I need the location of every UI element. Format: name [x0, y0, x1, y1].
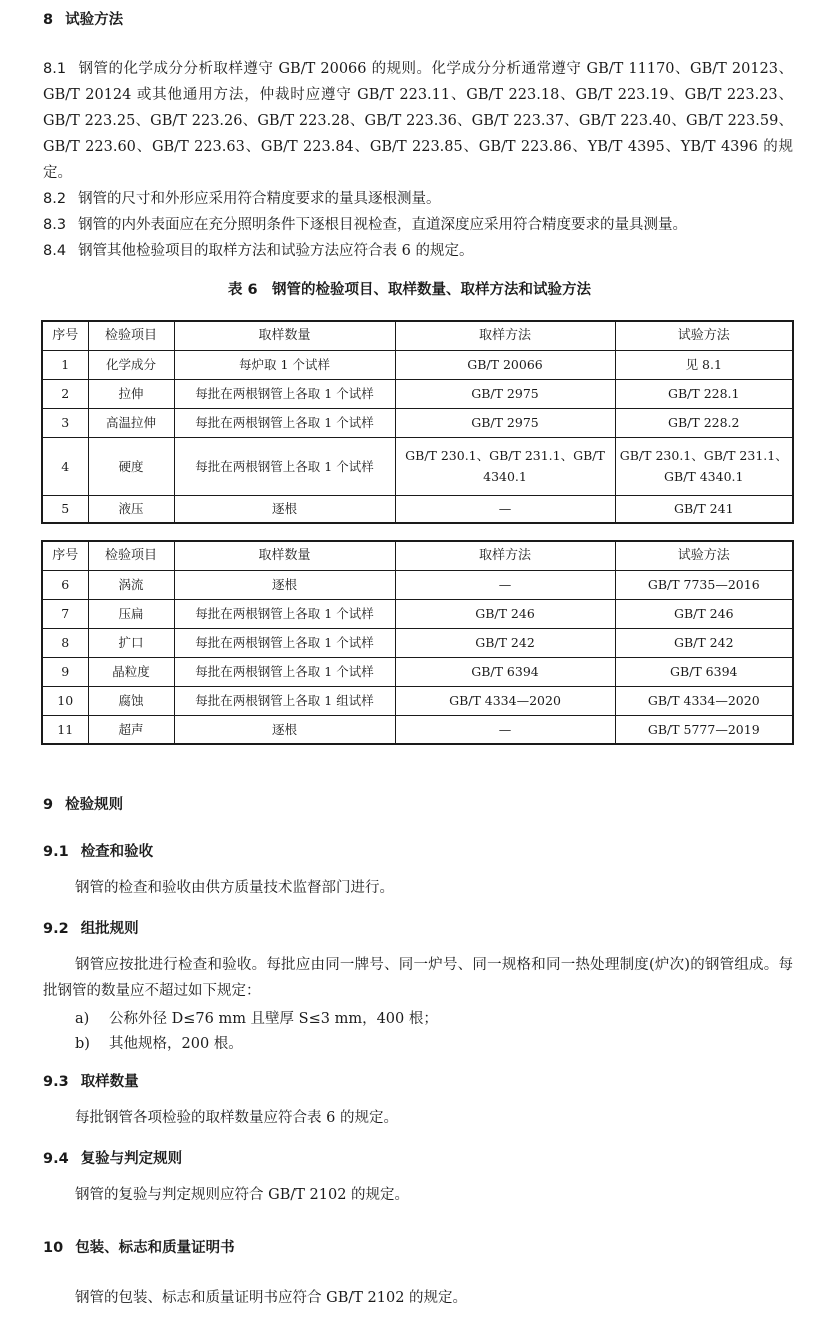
- subsection-title: 取样数量: [80, 1074, 139, 1090]
- table-cell: GB/T 242: [615, 628, 793, 657]
- subsection-9-4-heading: [43, 1147, 182, 1168]
- table-row: [42, 657, 793, 686]
- clause-number: 8.2: [43, 191, 67, 207]
- table-cell: 晶粒度: [88, 657, 174, 686]
- table-cell: 每批在两根钢管上各取 1 个试样: [174, 437, 395, 495]
- clause-number: 8.1: [43, 61, 67, 77]
- table-cell: GB/T 6394: [615, 657, 793, 686]
- table-cell: 每批在两根钢管上各取 1 个试样: [174, 408, 395, 437]
- table-cell: GB/T 230.1、GB/T 231.1、GB/T 4340.1: [615, 437, 793, 495]
- table-cell: 压扁: [88, 599, 174, 628]
- table-cell: GB/T 2975: [395, 408, 615, 437]
- table-cell: 每批在两根钢管上各取 1 个试样: [174, 628, 395, 657]
- clause-text: 钢管的内外表面应在充分照明条件下逐根目视检查，直道深度应采用符合精度要求的量具测量。: [78, 217, 688, 233]
- clause-number: 8.4: [43, 243, 67, 259]
- table-row: [42, 350, 793, 379]
- header-cell: 取样数量: [174, 321, 395, 350]
- clause-text: 钢管的化学成分分析取样遵守 GB/T 20066 的规则。化学成分分析通常遵守 GB/T 11170、GB/T 20123、GB/T 20124 或其他通用方法，仲裁时应遵守 GB/T 223.11、GB/T 223.18、GB/T 223.19、GB/T 223.23、GB/T 223.25、GB/T 223.26、GB/T 223.28、GB/T 223.36、GB/T 223.37、GB/T 223.40、GB/T 223.59、GB/T 223.60、GB/T 223.63、GB/T 223.84、GB/T 223.85、GB/T 223.86、YB/T 4395、YB/T 4396 的规定。: [43, 61, 793, 181]
- header-cell: 取样方法: [395, 321, 615, 350]
- table-cell: 3: [42, 408, 88, 437]
- section-number: 8: [43, 12, 54, 28]
- section-title: 试验方法: [65, 12, 124, 28]
- list-text: 公称外径 D≤76 mm 且壁厚 S≤3 mm，400 根；: [109, 1011, 438, 1027]
- subsection-9-2-heading: [43, 917, 139, 938]
- table-cell: 液压: [88, 495, 174, 523]
- list-marker: b): [75, 1036, 90, 1052]
- table-cell: GB/T 228.1: [615, 379, 793, 408]
- table-cell: 腐蚀: [88, 686, 174, 715]
- table-row: [42, 570, 793, 599]
- table-cell: 扩口: [88, 628, 174, 657]
- table-cell: 每批在两根钢管上各取 1 个试样: [174, 657, 395, 686]
- table-cell: GB/T 228.2: [615, 408, 793, 437]
- table-cell: 6: [42, 570, 88, 599]
- table-cell: 9: [42, 657, 88, 686]
- section-number: 9: [43, 797, 54, 813]
- table-cell: 7: [42, 599, 88, 628]
- table-row: [42, 408, 793, 437]
- table-6-caption: 表 6 钢管的检验项目、取样数量、取样方法和试验方法: [227, 282, 592, 298]
- paragraph: 钢管应按批进行检查和验收。每批应由同一牌号、同一炉号、同一规格和同一热处理制度(炉次)的钢管组成。每批钢管的数量应不超过如下规定：: [43, 957, 793, 999]
- table-cell: GB/T 2975: [395, 379, 615, 408]
- table-row: [42, 437, 793, 495]
- subsection-number: 9.1: [43, 844, 69, 860]
- list-item-b: [75, 1032, 243, 1053]
- section-10-heading: [43, 1236, 235, 1257]
- table-cell: 逐根: [174, 495, 395, 523]
- table-cell: GB/T 246: [395, 599, 615, 628]
- table-cell: GB/T 246: [615, 599, 793, 628]
- header-cell: 序号: [42, 321, 88, 350]
- subsection-9-1-heading: [43, 840, 153, 861]
- table-cell: —: [395, 715, 615, 744]
- table-cell: 5: [42, 495, 88, 523]
- subsection-title: 组批规则: [80, 921, 139, 937]
- table-cell: GB/T 230.1、GB/T 231.1、GB/T 4340.1: [395, 437, 615, 495]
- clause-text: 钢管其他检验项目的取样方法和试验方法应符合表 6 的规定。: [78, 243, 474, 259]
- subsection-number: 9.2: [43, 921, 69, 937]
- paragraph-8-2: [43, 186, 793, 212]
- table-cell: GB/T 4334—2020: [395, 686, 615, 715]
- table-cell: 2: [42, 379, 88, 408]
- section-8-heading: [43, 8, 123, 29]
- table-cell: 逐根: [174, 570, 395, 599]
- subsection-title: 检查和验收: [80, 844, 154, 860]
- table-row: [42, 628, 793, 657]
- table-row: [42, 599, 793, 628]
- table-cell: 每炉取 1 个试样: [174, 350, 395, 379]
- clause-text: 钢管的尺寸和外形应采用符合精度要求的量具逐根测量。: [78, 191, 441, 207]
- list-item-a: [75, 1007, 438, 1028]
- subsection-9-3-heading: [43, 1070, 139, 1091]
- table-cell: 涡流: [88, 570, 174, 599]
- table-header-row: [42, 541, 793, 570]
- subsection-9-4-text: 钢管的复验与判定规则应符合 GB/T 2102 的规定。: [75, 1187, 410, 1203]
- header-cell: 取样方法: [395, 541, 615, 570]
- subsection-9-1-text: 钢管的检查和验收由供方质量技术监督部门进行。: [75, 880, 394, 896]
- list-text: 其他规格，200 根。: [109, 1036, 243, 1052]
- table-cell: GB/T 20066: [395, 350, 615, 379]
- table-row: [42, 379, 793, 408]
- table-cell: GB/T 6394: [395, 657, 615, 686]
- clause-number: 8.3: [43, 217, 67, 233]
- table-cell: 4: [42, 437, 88, 495]
- table-cell: 见 8.1: [615, 350, 793, 379]
- table-cell: 逐根: [174, 715, 395, 744]
- table-cell: GB/T 4334—2020: [615, 686, 793, 715]
- table-cell: 每批在两根钢管上各取 1 个试样: [174, 599, 395, 628]
- section-number: 10: [43, 1240, 64, 1256]
- section-8-paragraphs: [43, 56, 793, 264]
- paragraph-8-4: [43, 238, 793, 264]
- table-row: [42, 715, 793, 744]
- table-cell: 超声: [88, 715, 174, 744]
- table-cell: 化学成分: [88, 350, 174, 379]
- section-9-heading: [43, 793, 123, 814]
- header-cell: 试验方法: [615, 541, 793, 570]
- table-6-part-a: [41, 320, 794, 524]
- table-cell: 每批在两根钢管上各取 1 个试样: [174, 379, 395, 408]
- header-cell: 检验项目: [88, 321, 174, 350]
- table-row: [42, 686, 793, 715]
- table-cell: —: [395, 570, 615, 599]
- table-cell: GB/T 5777—2019: [615, 715, 793, 744]
- table-cell: —: [395, 495, 615, 523]
- table-cell: 11: [42, 715, 88, 744]
- header-cell: 序号: [42, 541, 88, 570]
- subsection-number: 9.4: [43, 1151, 69, 1167]
- table-cell: 8: [42, 628, 88, 657]
- section-title: 检验规则: [65, 797, 124, 813]
- header-cell: 试验方法: [615, 321, 793, 350]
- header-cell: 检验项目: [88, 541, 174, 570]
- table-header-row: [42, 321, 793, 350]
- table-cell: 1: [42, 350, 88, 379]
- section-10-text: 钢管的包装、标志和质量证明书应符合 GB/T 2102 的规定。: [75, 1290, 468, 1306]
- list-marker: a): [75, 1011, 90, 1027]
- paragraph-8-3: [43, 212, 793, 238]
- table-cell: 每批在两根钢管上各取 1 组试样: [174, 686, 395, 715]
- table-cell: GB/T 241: [615, 495, 793, 523]
- table-cell: GB/T 7735—2016: [615, 570, 793, 599]
- paragraph-8-1: [43, 56, 793, 186]
- table-6-part-b: [41, 540, 794, 745]
- subsection-9-3-text: 每批钢管各项检验的取样数量应符合表 6 的规定。: [75, 1110, 398, 1126]
- table-row: [42, 495, 793, 523]
- table-cell: GB/T 242: [395, 628, 615, 657]
- table-cell: 10: [42, 686, 88, 715]
- subsection-number: 9.3: [43, 1074, 69, 1090]
- table-cell: 拉伸: [88, 379, 174, 408]
- section-title: 包装、标志和质量证明书: [75, 1240, 235, 1256]
- subsection-title: 复验与判定规则: [80, 1151, 183, 1167]
- table-cell: 高温拉伸: [88, 408, 174, 437]
- subsection-9-2-text: [43, 952, 793, 1004]
- table-cell: 硬度: [88, 437, 174, 495]
- header-cell: 取样数量: [174, 541, 395, 570]
